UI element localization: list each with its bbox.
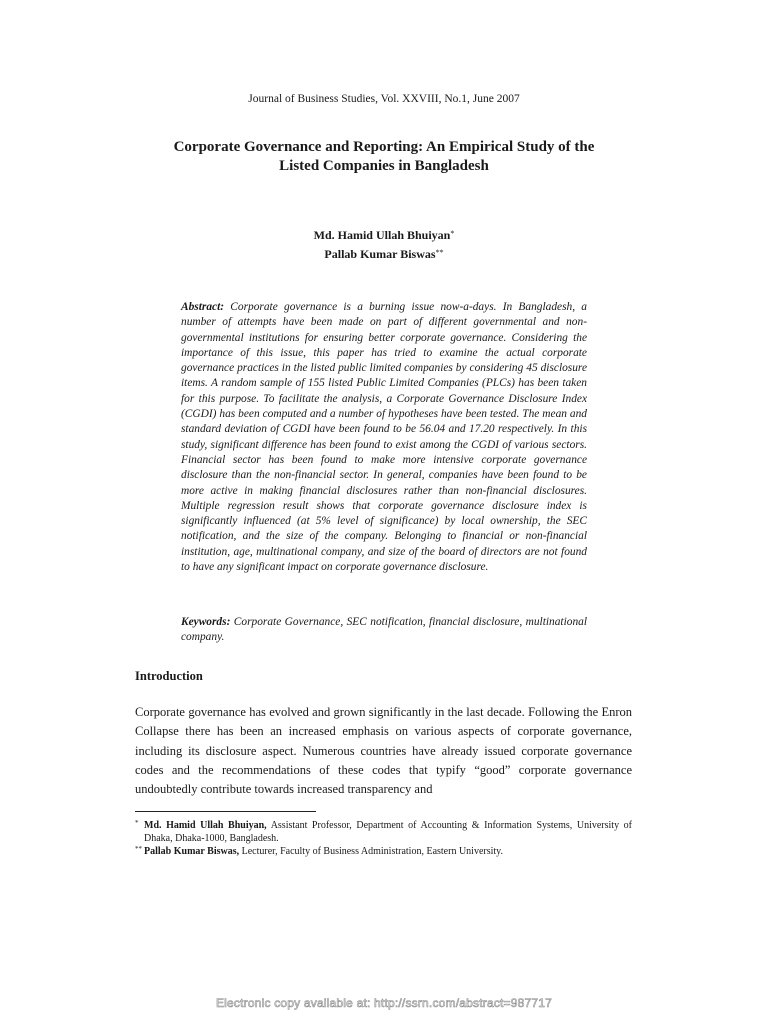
author-name: Md. Hamid Ullah Bhuiyan (313, 228, 451, 242)
footnote-mark: ** (135, 845, 142, 853)
footnote-author-name: Md. Hamid Ullah Bhuiyan, (144, 820, 267, 831)
paper-title (100, 138, 668, 176)
keywords (181, 615, 587, 646)
author-list (0, 226, 768, 264)
abstract-label: Abstract: (181, 301, 225, 313)
footnote-divider (135, 811, 316, 812)
title-line-2: Listed Companies in Bangladesh (279, 158, 489, 174)
author (0, 245, 768, 264)
section-heading-introduction: Introduction (135, 669, 203, 683)
ssrn-footer-link[interactable]: Electronic copy available at: http://ssrn.com/abstract=987717 (215, 996, 553, 1010)
author (0, 226, 768, 245)
author-name: Pallab Kumar Biswas (324, 247, 436, 261)
footnotes (135, 819, 632, 858)
footnote-author-name: Pallab Kumar Biswas, (144, 846, 240, 857)
footnote (135, 845, 632, 858)
author-footnote-mark: ** (435, 248, 444, 257)
footnote-text: Lecturer, Faculty of Business Administration, Eastern University. (241, 846, 504, 857)
footnote-text: Assistant Professor, Department of Accounting & Information Systems, University of Dhaka, Dhaka-1000, Bangladesh. (144, 820, 632, 844)
footnote-mark: * (135, 819, 139, 827)
introduction-paragraph: Corporate governance has evolved and grown significantly in the last decade. Following the Enron Collapse there has been an increased emphasis on various aspects of corporate governance, including its disclosure aspect. Numerous countries have already issued corporate governance codes and the recommendations of these codes that typify “good” corporate governance undoubtedly contribute towards increased transparency and (135, 705, 632, 797)
abstract (181, 300, 587, 575)
title-line-1: Corporate Governance and Reporting: An Empirical Study of the (173, 139, 595, 155)
footnote (135, 819, 632, 845)
abstract-text: Corporate governance is a burning issue now-a-days. In Bangladesh, a number of attempts have been made on part of different governmental and non-governmental institutions for ensuring better corporate governance. Considering the importance of this issue, this paper has tried to examine the actual corporate governance practices in the listed public limited companies by considering 45 disclosure items. A random sample of 155 listed Public Limited Companies (PLCs) has been taken for this purpose. To facilitate the analysis, a Corporate Governance Disclosure Index (CGDI) has been computed and a number of hypotheses have been tested. The mean and standard deviation of CGDI have been found to be 56.04 and 17.20 respectively. In this study, significant difference has been found to exist among the CGDI of various sectors. Financial sector has been found to make more intensive corporate governance disclosure than the non-financial sector. In general, companies have been found to be more active in making financial disclosures rather than non-financial disclosures. Multiple regression result shows that corporate governance disclosure index is significantly influenced (at 5% level of significance) by local ownership, the SEC notification, and the size of the company. Belonging to financial or non-financial institution, age, multinational company, and size of the board of directors are not found to have any significant impact on corporate governance disclosure. (181, 301, 587, 574)
journal-header: Journal of Business Studies, Vol. XXVIII, No.1, June 2007 (248, 93, 520, 105)
keywords-label: Keywords: (181, 616, 231, 628)
keywords-text: Corporate Governance, SEC notification, financial disclosure, multinational company. (181, 616, 587, 644)
author-footnote-mark: * (450, 229, 455, 238)
